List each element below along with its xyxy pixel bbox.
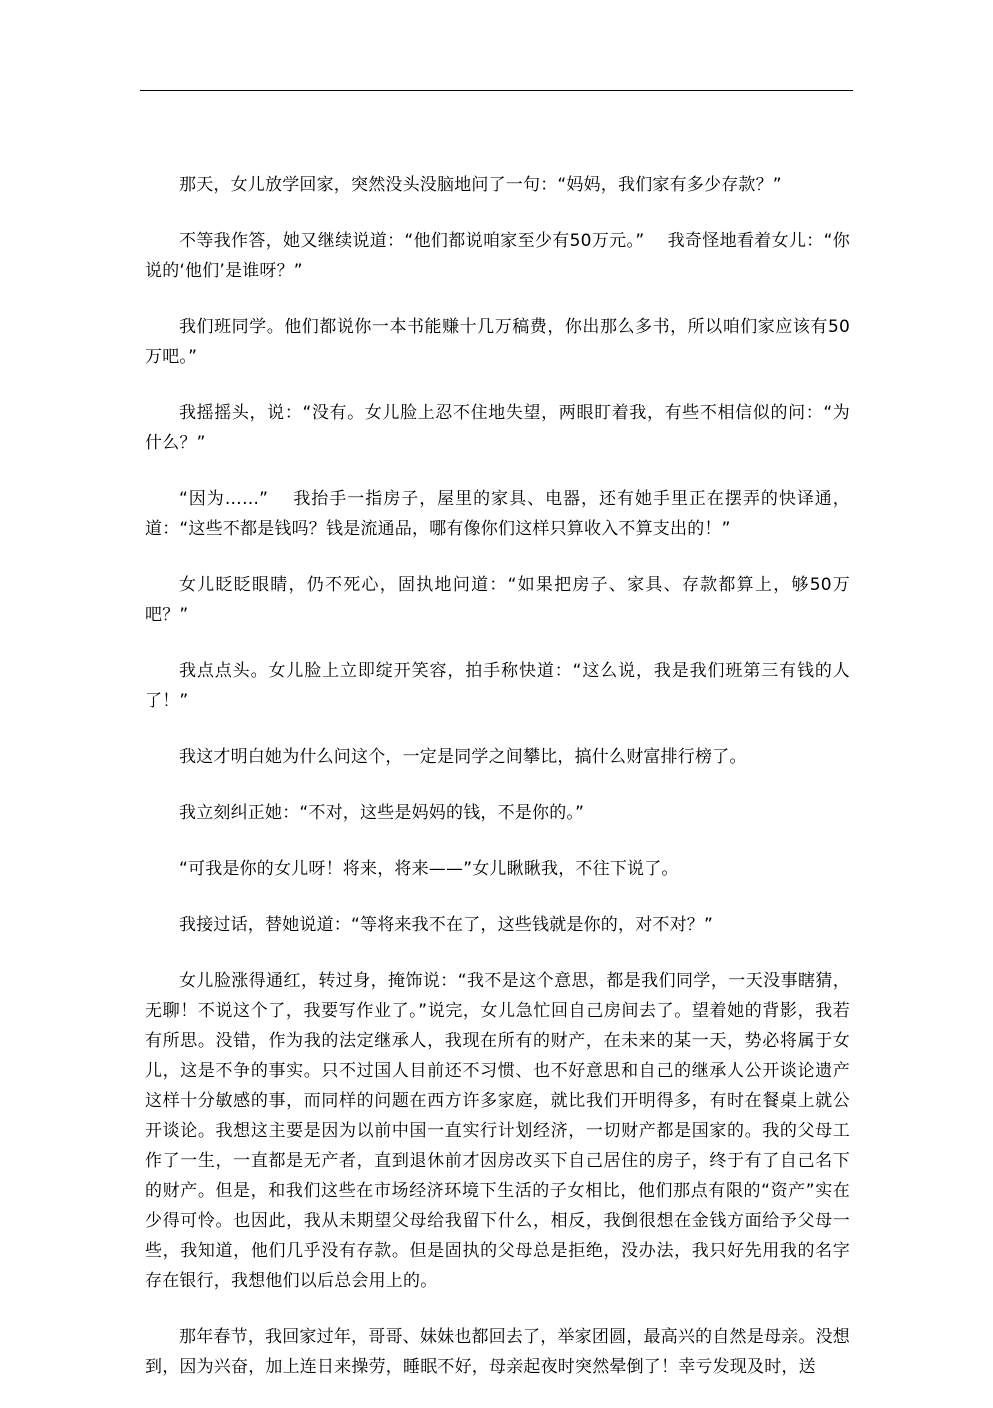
paragraph: 我摇摇头，说：“没有。女儿脸上忍不住地失望，两眼盯着我，有些不相信似的问：“为什么？”	[145, 403, 850, 453]
paragraph: 我立刻纠正她：“不对，这些是妈妈的钱，不是你的。”	[179, 803, 585, 823]
paragraph: 我们班同学。他们都说你一本书能赚十几万稿费，你出那么多书，所以咱们家应该有50万吧。”	[145, 317, 850, 367]
paragraph: 我接过话，替她说道：“等将来我不在了，这些钱就是你的，对不对？”	[179, 915, 714, 935]
paragraph: 女儿眨眨眼睛，仍不死心，固执地问道：“如果把房子、家具、存款都算上，够50万吧？”	[145, 575, 850, 625]
paragraph: 我点点头。女儿脸上立即绽开笑容，拍手称快道：“这么说，我是我们班第三有钱的人了！”	[145, 661, 850, 711]
paragraph: 那年春节，我回家过年，哥哥、妹妹也都回去了，举家团圆，最高兴的自然是母亲。没想到，因为兴奋，加上连日来操劳，睡眠不好，母亲起夜时突然晕倒了！幸亏发现及时，送	[145, 1327, 850, 1377]
paragraph: “可我是你的女儿呀！将来，将来——”女儿瞅瞅我，不往下说了。	[179, 859, 679, 879]
page-content	[145, 170, 850, 1408]
header-rule	[140, 90, 853, 91]
paragraph: 女儿脸涨得通红，转过身，掩饰说：“我不是这个意思，都是我们同学，一天没事瞎猜，无聊！不说这个了，我要写作业了。”说完，女儿急忙回自己房间去了。望着她的背影，我若有所思。没错，作为我的法定继承人，我现在所有的财产，在未来的某一天，势必将属于女儿，这是不争的事实。只不过国人目前还不习惯、也不好意思和自己的继承人公开谈论遗产这样十分敏感的事，而同样的问题在西方许多家庭，就比我们开明得多，有时在餐桌上就公开谈论。我想这主要是因为以前中国一直实行计划经济，一切财产都是国家的。我的父母工作了一生，一直都是无产者，直到退休前才因房改买下自己居住的房子，终于有了自己名下的财产。但是，和我们这些在市场经济环境下生活的子女相比，他们那点有限的“资产”实在少得可怜。也因此，我从未期望父母给我留下什么，相反，我倒很想在金钱方面给予父母一些，我知道，他们几乎没有存款。但是固执的父母总是拒绝，没办法，我只好先用我的名字存在银行，我想他们以后总会用上的。	[145, 971, 850, 1291]
paragraph: “因为……” 我抬手一指房子，屋里的家具、电器，还有她手里正在摆弄的快译通，道：“这些不都是钱吗？钱是流通品，哪有像你们这样只算收入不算支出的！”	[145, 489, 850, 539]
paragraph: 不等我作答，她又继续说道：“他们都说咱家至少有50万元。” 我奇怪地看着女儿：“你说的‘他们’是谁呀？”	[145, 231, 850, 281]
paragraph: 我这才明白她为什么问这个，一定是同学之间攀比，搞什么财富排行榜了。	[179, 747, 747, 767]
paragraph: 那天，女儿放学回家，突然没头没脑地问了一句：“妈妈，我们家有多少存款？”	[179, 175, 782, 195]
